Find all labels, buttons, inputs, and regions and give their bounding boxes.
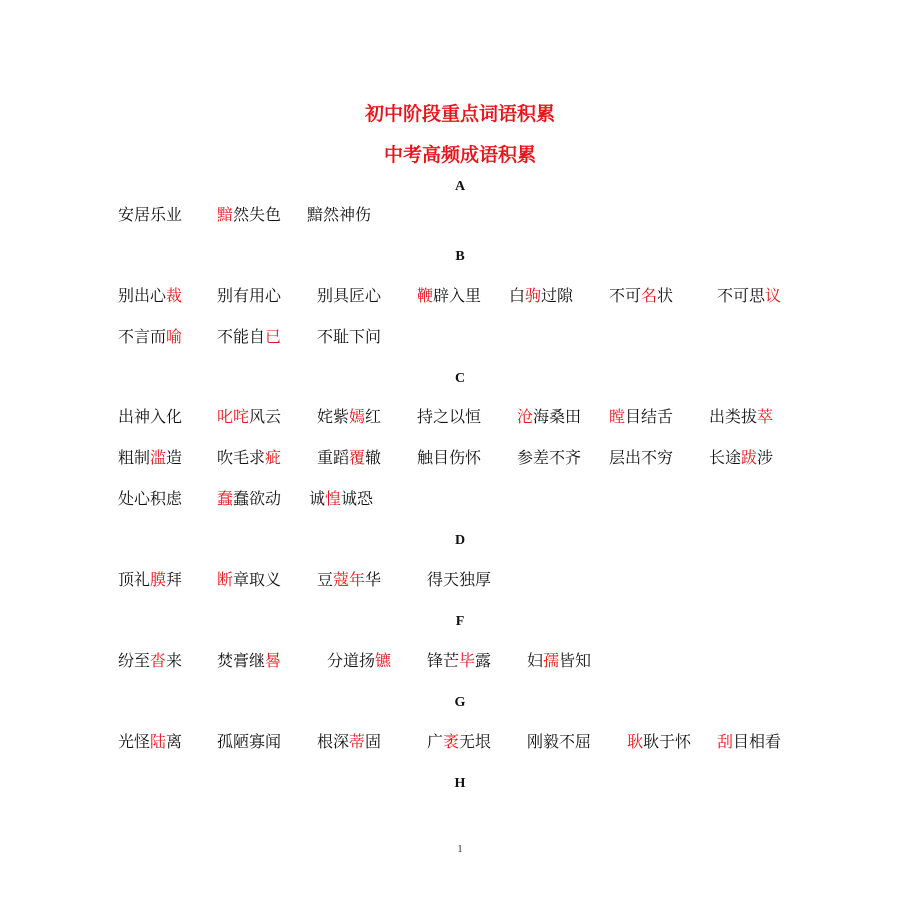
idiom <box>427 649 491 673</box>
idiom <box>217 730 281 754</box>
page-number: 1 <box>457 843 463 855</box>
idiom <box>217 487 281 511</box>
idiom-text: 刚毅不屈 <box>527 732 592 751</box>
idiom-text: 出类拔 <box>709 407 758 426</box>
highlighted-char: 鞭 <box>417 286 434 305</box>
idiom <box>417 405 481 429</box>
idiom <box>217 325 281 349</box>
section-letter: F <box>455 614 465 629</box>
idiom <box>717 730 781 754</box>
highlighted-char: 镳 <box>375 651 392 670</box>
idiom-text: 章取义 <box>233 570 282 589</box>
highlighted-char: 裁 <box>166 286 183 305</box>
idiom <box>217 405 281 429</box>
idiom-text: 拜 <box>166 570 183 589</box>
idiom <box>118 649 182 673</box>
highlighted-char: 滥 <box>150 448 167 467</box>
idiom <box>517 446 581 470</box>
idiom <box>527 649 591 673</box>
idiom <box>118 568 182 592</box>
idiom-text: 处心积虑 <box>118 489 183 508</box>
idiom-text: 海桑田 <box>533 407 582 426</box>
highlighted-char: 嫣 <box>349 407 366 426</box>
idiom <box>118 446 182 470</box>
highlighted-char: 瞠 <box>609 407 626 426</box>
highlighted-char: 沓 <box>150 651 167 670</box>
idiom-text: 纷至 <box>118 651 151 670</box>
idiom-text: 焚膏继 <box>217 651 266 670</box>
idiom-text: 孤陋寡闻 <box>217 732 282 751</box>
idiom <box>217 568 281 592</box>
idiom-text: 耿于怀 <box>643 732 692 751</box>
idiom <box>427 730 491 754</box>
idiom <box>317 730 381 754</box>
idiom <box>609 284 673 308</box>
idiom <box>309 487 373 511</box>
idiom-text: 广 <box>427 732 444 751</box>
idiom <box>307 203 371 227</box>
highlighted-char: 黯 <box>217 205 234 224</box>
idiom <box>317 325 381 349</box>
section-letter: H <box>454 776 466 791</box>
highlighted-char: 毕 <box>459 651 476 670</box>
highlighted-char: 断 <box>217 570 234 589</box>
idiom-text: 别有用心 <box>217 286 282 305</box>
highlighted-char: 蒂 <box>349 732 366 751</box>
idiom <box>417 446 481 470</box>
idiom-row <box>0 568 920 592</box>
highlighted-char: 晷 <box>265 651 282 670</box>
idiom <box>118 730 182 754</box>
idiom-text: 参差不齐 <box>517 448 582 467</box>
idiom-text: 涉 <box>757 448 774 467</box>
idiom <box>509 284 573 308</box>
highlighted-char: 惶 <box>325 489 342 508</box>
idiom-text: 顶礼 <box>118 570 151 589</box>
section-letter: A <box>454 179 466 194</box>
idiom-text: 不能自 <box>217 327 266 346</box>
idiom-text: 持之以恒 <box>417 407 482 426</box>
idiom-text: 过隙 <box>541 286 574 305</box>
idiom-text: 目相看 <box>733 732 782 751</box>
highlighted-char: 萃 <box>757 407 774 426</box>
idiom-text: 不可思 <box>717 286 766 305</box>
idiom-text: 白 <box>509 286 526 305</box>
section-letter: B <box>455 249 465 264</box>
idiom <box>217 649 281 673</box>
idiom-text: 蠢欲动 <box>233 489 282 508</box>
idiom <box>317 446 381 470</box>
idiom-text: 分道扬 <box>327 651 376 670</box>
highlighted-char: 耿 <box>627 732 644 751</box>
highlighted-char: 疵 <box>265 448 282 467</box>
idiom-text: 黯然神伤 <box>307 205 372 224</box>
idiom-text: 粗制 <box>118 448 151 467</box>
idiom-text: 长途 <box>709 448 742 467</box>
idiom-text: 来 <box>166 651 183 670</box>
idiom <box>118 405 182 429</box>
idiom <box>517 405 581 429</box>
idiom <box>118 284 182 308</box>
section-letter: D <box>454 533 466 548</box>
highlighted-char: 叱咤 <box>217 407 250 426</box>
idiom <box>217 446 281 470</box>
highlighted-char: 袤 <box>443 732 460 751</box>
idiom <box>427 568 491 592</box>
idiom-text: 得天独厚 <box>427 570 492 589</box>
highlighted-char: 跋 <box>741 448 758 467</box>
idiom-text: 姹紫 <box>317 407 350 426</box>
idiom <box>217 203 281 227</box>
idiom-text: 辟入里 <box>433 286 482 305</box>
idiom <box>709 446 773 470</box>
highlighted-char: 议 <box>765 286 782 305</box>
idiom-text: 不耻下问 <box>317 327 382 346</box>
idiom <box>118 487 182 511</box>
idiom-row <box>0 487 920 511</box>
idiom-row <box>0 730 920 754</box>
highlighted-char: 陆 <box>150 732 167 751</box>
idiom-text: 状 <box>657 286 674 305</box>
idiom <box>609 446 673 470</box>
highlighted-char: 孺 <box>543 651 560 670</box>
idiom-text: 妇 <box>527 651 544 670</box>
idiom-text: 目结舌 <box>625 407 674 426</box>
idiom-text: 重蹈 <box>317 448 350 467</box>
idiom-text: 豆 <box>317 570 334 589</box>
highlighted-char: 已 <box>265 327 282 346</box>
idiom-row <box>0 203 920 227</box>
page-subtitle: 中考高频成语积累 <box>383 144 536 166</box>
idiom-row <box>0 405 920 429</box>
idiom <box>327 649 391 673</box>
idiom <box>527 730 591 754</box>
idiom-row <box>0 649 920 673</box>
idiom-text: 诚恐 <box>341 489 374 508</box>
idiom <box>709 405 773 429</box>
highlighted-char: 刮 <box>717 732 734 751</box>
idiom-row <box>0 284 920 308</box>
page-title: 初中阶段重点词语积累 <box>364 103 555 125</box>
idiom <box>627 730 691 754</box>
highlighted-char: 蠢 <box>217 489 234 508</box>
idiom <box>317 284 381 308</box>
idiom-row <box>0 446 920 470</box>
idiom-text: 出神入化 <box>118 407 183 426</box>
highlighted-char: 膜 <box>150 570 167 589</box>
highlighted-char: 喻 <box>166 327 183 346</box>
idiom-text: 固 <box>365 732 382 751</box>
highlighted-char: 覆 <box>349 448 366 467</box>
idiom-text: 不可 <box>609 286 642 305</box>
idiom-text: 然失色 <box>233 205 282 224</box>
idiom-text: 安居乐业 <box>118 205 183 224</box>
idiom-text: 皆知 <box>559 651 592 670</box>
highlighted-char: 蔻年 <box>333 570 366 589</box>
idiom-text: 光怪 <box>118 732 151 751</box>
idiom <box>317 405 381 429</box>
highlighted-char: 名 <box>641 286 658 305</box>
highlighted-char: 沧 <box>517 407 534 426</box>
idiom-row <box>0 325 920 349</box>
idiom-text: 别具匠心 <box>317 286 382 305</box>
idiom-text: 华 <box>365 570 382 589</box>
idiom-text: 造 <box>166 448 183 467</box>
idiom-text: 诚 <box>309 489 326 508</box>
idiom-text: 吹毛求 <box>217 448 266 467</box>
idiom-text: 辙 <box>365 448 382 467</box>
idiom <box>717 284 781 308</box>
section-letter: C <box>454 371 466 386</box>
idiom-text: 层出不穷 <box>609 448 674 467</box>
idiom-text: 离 <box>166 732 183 751</box>
idiom-text: 触目伤怀 <box>417 448 482 467</box>
idiom-text: 红 <box>365 407 382 426</box>
idiom-text: 风云 <box>249 407 282 426</box>
highlighted-char: 驹 <box>525 286 542 305</box>
idiom-text: 别出心 <box>118 286 167 305</box>
idiom <box>217 284 281 308</box>
section-letter: G <box>454 695 466 710</box>
idiom-text: 不言而 <box>118 327 167 346</box>
idiom <box>609 405 673 429</box>
idiom <box>118 203 182 227</box>
idiom-text: 无垠 <box>459 732 492 751</box>
idiom <box>417 284 481 308</box>
idiom-text: 露 <box>475 651 492 670</box>
idiom-text: 锋芒 <box>427 651 460 670</box>
idiom <box>118 325 182 349</box>
idiom <box>317 568 381 592</box>
idiom-text: 根深 <box>317 732 350 751</box>
